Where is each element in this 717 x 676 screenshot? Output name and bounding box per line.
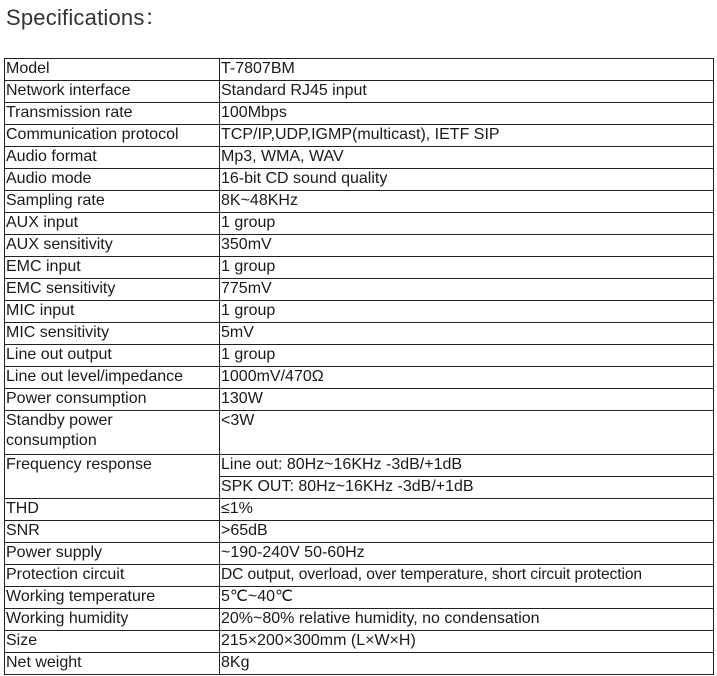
table-row — [5, 499, 714, 521]
spec-value-size: 215×200×300mm (L×W×H) — [220, 631, 714, 653]
table-row — [5, 213, 714, 235]
spec-value-frequency-response-line-out: Line out: 80Hz~16KHz -3dB/+1dB — [220, 455, 713, 477]
spec-label-net-weight: Net weight — [5, 653, 220, 675]
spec-label-emc-sensitivity: EMC sensitivity — [5, 279, 220, 301]
table-row — [5, 389, 714, 411]
spec-label-thd: THD — [5, 499, 220, 521]
spec-value-sampling-rate: 8K~48KHz — [220, 191, 714, 213]
table-row — [5, 235, 714, 257]
table-row — [5, 125, 714, 147]
spec-value-protection-circuit: DC output, overload, over temperature, short circuit protection — [220, 565, 714, 587]
spec-value-emc-sensitivity: 775mV — [220, 279, 714, 301]
spec-value-mic-sensitivity: 5mV — [220, 323, 714, 345]
spec-label-working-temperature: Working temperature — [5, 587, 220, 609]
spec-value-thd: ≤1% — [220, 499, 714, 521]
table-row — [5, 323, 714, 345]
table-row — [5, 81, 714, 103]
spec-value-aux-input: 1 group — [220, 213, 714, 235]
page-title: Specifications： — [6, 5, 167, 30]
spec-value-emc-input: 1 group — [220, 257, 714, 279]
spec-value-frequency-response-cell — [220, 455, 714, 499]
table-row — [5, 257, 714, 279]
spec-label-transmission-rate: Transmission rate — [5, 103, 220, 125]
spec-label-line-out-output: Line out output — [5, 345, 220, 367]
spec-value-power-consumption: 130W — [220, 389, 714, 411]
spec-value-aux-sensitivity: 350mV — [220, 235, 714, 257]
spec-label-emc-input: EMC input — [5, 257, 220, 279]
spec-label-audio-format: Audio format — [5, 147, 220, 169]
spec-label-aux-input: AUX input — [5, 213, 220, 235]
spec-label-size: Size — [5, 631, 220, 653]
specifications-table — [4, 58, 714, 675]
spec-value-power-supply: ~190-240V 50-60Hz — [220, 543, 714, 565]
spec-value-standby-power-consumption: <3W — [220, 411, 714, 455]
table-row — [5, 147, 714, 169]
table-row — [5, 411, 714, 455]
spec-value-line-out-level-impedance: 1000mV/470Ω — [220, 367, 714, 389]
spec-label-snr: SNR — [5, 521, 220, 543]
table-row — [5, 609, 714, 631]
spec-label-mic-input: MIC input — [5, 301, 220, 323]
spec-value-frequency-response-spk-out: SPK OUT: 80Hz~16KHz -3dB/+1dB — [221, 478, 474, 495]
spec-value-working-temperature: 5℃~40℃ — [220, 587, 714, 609]
table-row — [5, 631, 714, 653]
spec-label-sampling-rate: Sampling rate — [5, 191, 220, 213]
spec-value-model: T-7807BM — [220, 59, 714, 81]
table-row — [5, 543, 714, 565]
spec-label-communication-protocol: Communication protocol — [5, 125, 220, 147]
spec-value-working-humidity: 20%~80% relative humidity, no condensation — [220, 609, 714, 631]
specifications-table-body — [5, 59, 714, 675]
table-row — [5, 653, 714, 675]
spec-value-audio-mode: 16-bit CD sound quality — [220, 169, 714, 191]
spec-label-model: Model — [5, 59, 220, 81]
table-row — [5, 191, 714, 213]
spec-label-audio-mode: Audio mode — [5, 169, 220, 191]
spec-label-working-humidity: Working humidity — [5, 609, 220, 631]
table-row — [5, 587, 714, 609]
table-row — [5, 345, 714, 367]
table-row — [5, 59, 714, 81]
table-row — [5, 455, 714, 499]
spec-value-transmission-rate: 100Mbps — [220, 103, 714, 125]
spec-label-power-supply: Power supply — [5, 543, 220, 565]
table-row — [5, 301, 714, 323]
spec-label-protection-circuit: Protection circuit — [5, 565, 220, 587]
table-row — [5, 279, 714, 301]
spec-value-communication-protocol: TCP/IP,UDP,IGMP(multicast), IETF SIP — [220, 125, 714, 147]
spec-label-aux-sensitivity: AUX sensitivity — [5, 235, 220, 257]
table-row — [5, 565, 714, 587]
spec-value-mic-input: 1 group — [220, 301, 714, 323]
spec-label-frequency-response: Frequency response — [5, 455, 220, 499]
table-row — [5, 169, 714, 191]
spec-value-network-interface: Standard RJ45 input — [220, 81, 714, 103]
table-row — [5, 367, 714, 389]
spec-value-net-weight: 8Kg — [220, 653, 714, 675]
spec-label-mic-sensitivity: MIC sensitivity — [5, 323, 220, 345]
spec-value-snr: >65dB — [220, 521, 714, 543]
spec-label-network-interface: Network interface — [5, 81, 220, 103]
table-row — [5, 521, 714, 543]
spec-label-standby-power-consumption: Standby power consumption — [5, 411, 220, 455]
spec-label-line-out-level-impedance: Line out level/impedance — [5, 367, 220, 389]
spec-value-audio-format: Mp3, WMA, WAV — [220, 147, 714, 169]
spec-label-power-consumption: Power consumption — [5, 389, 220, 411]
table-row — [5, 103, 714, 125]
spec-value-line-out-output: 1 group — [220, 345, 714, 367]
